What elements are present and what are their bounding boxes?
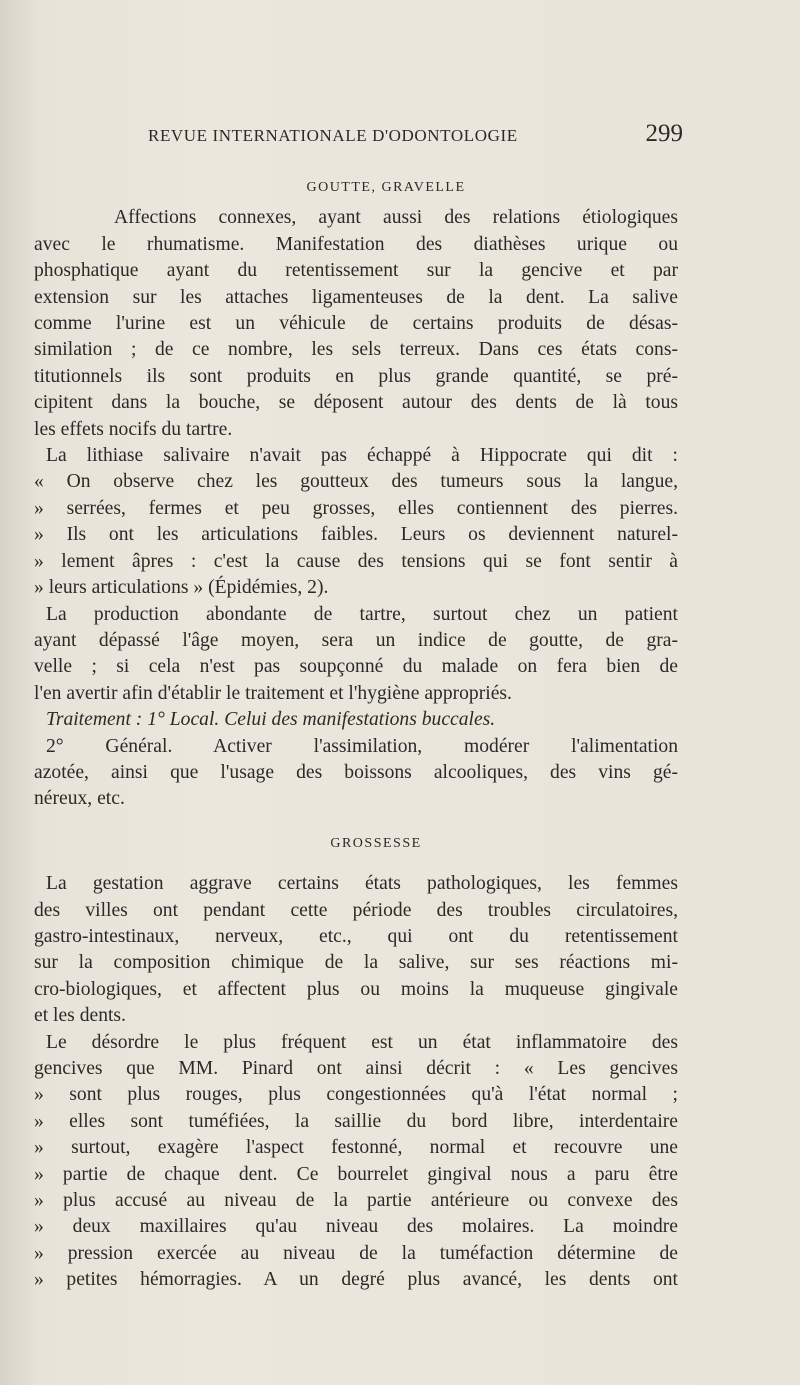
text-line: extension sur les attaches ligamenteuses de la dent. La salive [34, 286, 678, 308]
page-number: 299 [645, 120, 683, 147]
paragraph [34, 871, 678, 1029]
text-line: l'en avertir afin d'établir le traitement et l'hygiène appropriés. [34, 682, 512, 704]
text-line: gencives que MM. Pinard ont ainsi décrit : « Les gencives [34, 1058, 678, 1079]
text-line: » partie de chaque dent. Ce bourrelet gingival nous a paru être [34, 1163, 678, 1185]
text-line: » lement âpres : c'est la cause des tensions qui se font sentir à [34, 550, 678, 572]
text-line-traitement: Traitement : 1° Local. Celui des manifestations buccales. [46, 709, 496, 731]
text-line: phosphatique ayant du retentissement sur la gencive et par [34, 260, 678, 282]
text-line: » serrées, fermes et peu grosses, elles contiennent des pierres. [34, 497, 678, 519]
paragraph [34, 602, 678, 708]
running-head [148, 120, 683, 150]
text-line: cipitent dans la bouche, se déposent autour des dents de là tous [34, 392, 678, 414]
text-line: velle ; si cela n'est pas soupçonné du malade on fera bien de [34, 656, 678, 678]
text-line: » plus accusé au niveau de la partie antérieure ou convexe des [34, 1190, 678, 1212]
text-line: les effets nocifs du tartre. [34, 418, 233, 440]
text-line: des villes ont pendant cette période des troubles circulatoires, [34, 899, 678, 921]
paragraph [34, 734, 678, 813]
body-text [34, 175, 678, 1294]
text-line: « On observe chez les goutteux des tumeurs sous la langue, [34, 471, 678, 493]
text-line: La gestation aggrave certains états pathologiques, les femmes [46, 873, 678, 895]
section-title-grossesse: GROSSESSE [330, 835, 422, 851]
paragraph [34, 707, 678, 733]
section-title-goutte: GOUTTE, GRAVELLE [306, 180, 466, 195]
text-line: titutionnels ils sont produits en plus grande quantité, se pré- [34, 365, 678, 387]
text-line: La lithiase salivaire n'avait pas échappé à Hippocrate qui dit : [46, 445, 678, 467]
paragraph [34, 1030, 678, 1294]
text-line: et les dents. [34, 1005, 126, 1027]
paragraph [34, 205, 678, 443]
text-line: » leurs articulations » (Épidémies, 2). [34, 577, 329, 599]
text-line: » petites hémorragies. A un degré plus avancé, les dents ont [34, 1269, 678, 1291]
text-line: » Ils ont les articulations faibles. Leurs os deviennent naturel- [34, 524, 678, 546]
text-line: azotée, ainsi que l'usage des boissons alcooliques, des vins gé- [34, 761, 678, 783]
text-line: néreux, etc. [34, 788, 125, 810]
text-line: » surtout, exagère l'aspect festonné, normal et recouvre une [34, 1137, 678, 1159]
text-line: » elles sont tuméfiées, la saillie du bord libre, interdentaire [34, 1110, 678, 1132]
text-line: comme l'urine est un véhicule de certains produits de désas- [34, 313, 678, 335]
text-line: Affections connexes, ayant aussi des relations étiologiques [114, 207, 678, 229]
text-line: cro-biologiques, et affectent plus ou moins la muqueuse gingivale [34, 978, 678, 1000]
text-line: avec le rhumatisme. Manifestation des diathèses urique ou [34, 233, 678, 255]
text-line: ayant dépassé l'âge moyen, sera un indice de goutte, de gra- [34, 629, 678, 651]
journal-title: REVUE INTERNATIONALE D'ODONTOLOGIE [148, 126, 518, 145]
text-line: » deux maxillaires qu'au niveau des molaires. La moindre [34, 1216, 678, 1238]
text-line: Le désordre le plus fréquent est un état inflammatoire des [46, 1031, 678, 1053]
text-line: 2° Général. Activer l'assimilation, modérer l'alimentation [46, 735, 678, 757]
text-line: sur la composition chimique de la salive, sur ses réactions mi- [34, 952, 678, 974]
text-line: » pression exercée au niveau de la tuméfaction détermine de [34, 1242, 678, 1264]
text-line: » sont plus rouges, plus congestionnées qu'à l'état normal ; [34, 1084, 678, 1106]
text-line: similation ; de ce nombre, les sels terreux. Dans ces états cons- [34, 339, 678, 361]
paragraph [34, 443, 678, 601]
text-line: gastro-intestinaux, nerveux, etc., qui ont du retentissement [34, 925, 678, 947]
text-line: La production abondante de tartre, surtout chez un patient [46, 603, 678, 625]
